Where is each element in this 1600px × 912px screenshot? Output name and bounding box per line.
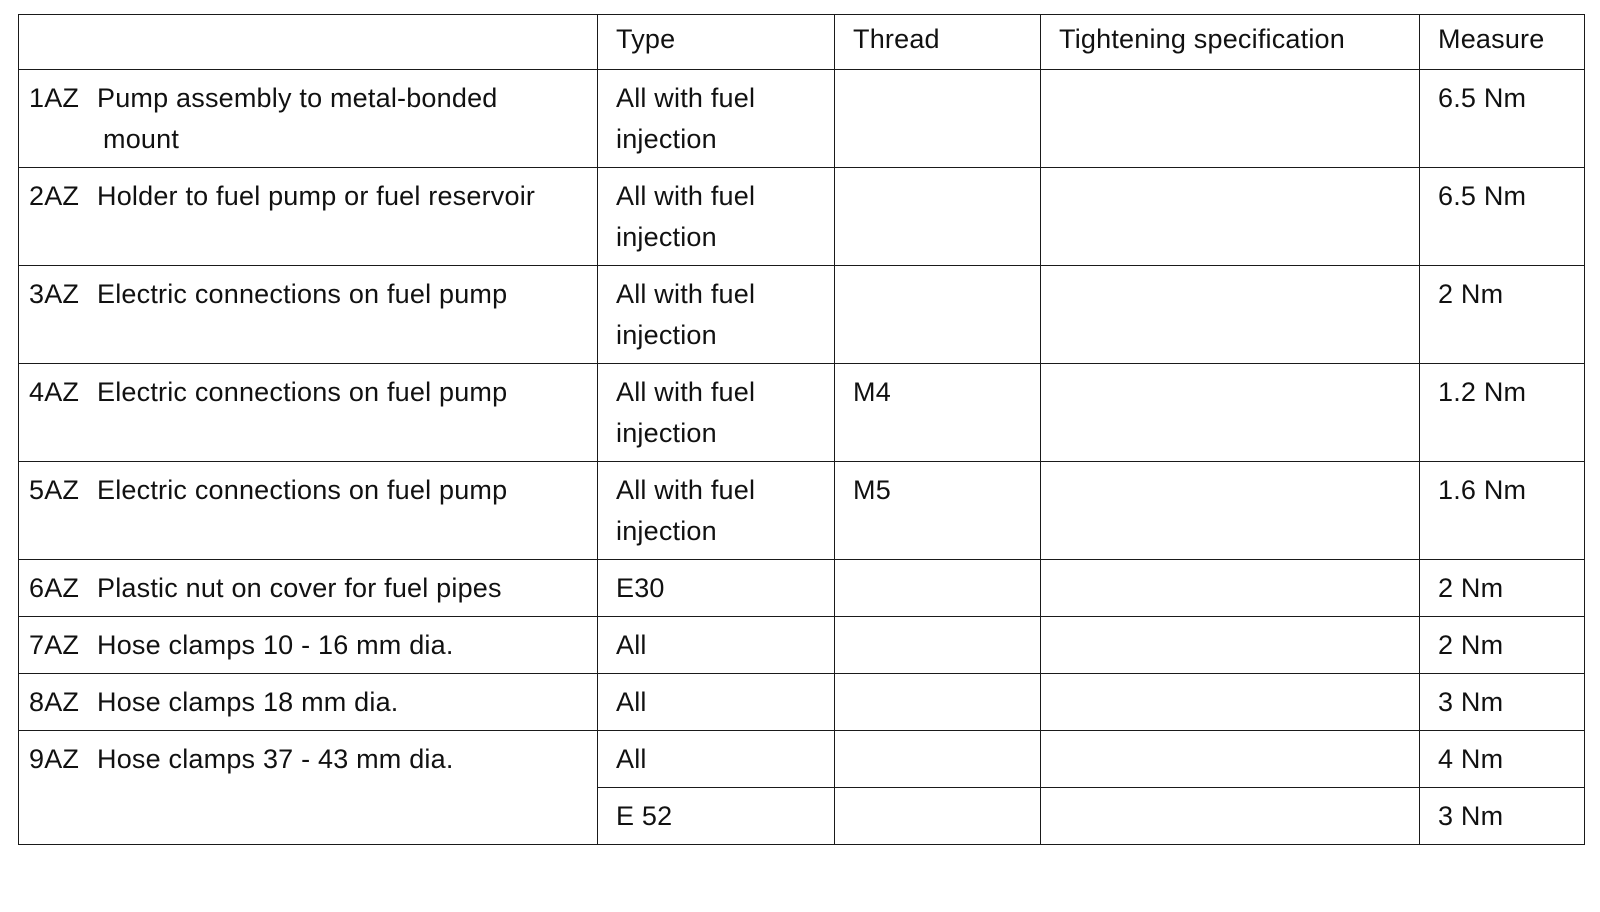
table-row (19, 364, 1585, 462)
header-row (19, 15, 1585, 70)
table-row (19, 674, 1585, 731)
measure-cell: 6.5 Nm (1420, 70, 1585, 168)
measure-cell: 2 Nm (1420, 266, 1585, 364)
type-cell: All with fuel injection (598, 462, 835, 560)
item-cell (19, 462, 598, 560)
item-cell (19, 70, 598, 168)
measure-cell: 3 Nm (1420, 674, 1585, 731)
item-description: Hose clamps 18 mm dia. (97, 687, 399, 717)
tightening-cell (1041, 617, 1420, 674)
type-cell: E 52 (598, 788, 835, 845)
measure-cell: 2 Nm (1420, 560, 1585, 617)
item-description: Hose clamps 10 - 16 mm dia. (97, 630, 454, 660)
thread-cell: M5 (835, 462, 1041, 560)
type-cell: E30 (598, 560, 835, 617)
type-cell: All (598, 617, 835, 674)
table-row (19, 168, 1585, 266)
header-tightening: Tightening specification (1041, 15, 1420, 70)
tightening-cell (1041, 462, 1420, 560)
thread-cell (835, 674, 1041, 731)
type-cell: All (598, 674, 835, 731)
item-description: Electric connections on fuel pump (97, 377, 508, 407)
tightening-cell (1041, 70, 1420, 168)
tightening-cell (1041, 788, 1420, 845)
table-row (19, 462, 1585, 560)
header-item (19, 15, 598, 70)
type-cell: All with fuel injection (598, 266, 835, 364)
item-cell (19, 266, 598, 364)
measure-cell: 6.5 Nm (1420, 168, 1585, 266)
table-row (19, 560, 1585, 617)
item-cell (19, 617, 598, 674)
thread-cell (835, 70, 1041, 168)
measure-cell: 1.6 Nm (1420, 462, 1585, 560)
item-number: 4AZ (29, 377, 80, 407)
measure-cell: 4 Nm (1420, 731, 1585, 788)
thread-cell: M4 (835, 364, 1041, 462)
measure-cell: 1.2 Nm (1420, 364, 1585, 462)
table-row (19, 70, 1585, 168)
item-description-continued: mount (103, 124, 180, 154)
item-number: 5AZ (29, 475, 80, 505)
thread-cell (835, 788, 1041, 845)
item-number: 2AZ (29, 181, 80, 211)
tightening-cell (1041, 168, 1420, 266)
item-number: 8AZ (29, 687, 80, 717)
header-thread: Thread (835, 15, 1041, 70)
item-description: Hose clamps 37 - 43 mm dia. (97, 744, 454, 774)
header-type: Type (598, 15, 835, 70)
item-number: 7AZ (29, 630, 80, 660)
item-cell (19, 560, 598, 617)
item-description: Holder to fuel pump or fuel reservoir (97, 181, 536, 211)
thread-cell (835, 731, 1041, 788)
item-number: 3AZ (29, 279, 80, 309)
tightening-cell (1041, 364, 1420, 462)
table-row (19, 731, 1585, 788)
tightening-cell (1041, 731, 1420, 788)
tightening-cell (1041, 266, 1420, 364)
item-cell (19, 364, 598, 462)
measure-cell: 3 Nm (1420, 788, 1585, 845)
type-cell: All with fuel injection (598, 168, 835, 266)
table-row (19, 617, 1585, 674)
thread-cell (835, 560, 1041, 617)
measure-cell: 2 Nm (1420, 617, 1585, 674)
item-description: Pump assembly to metal-bonded (97, 83, 498, 113)
item-description: Plastic nut on cover for fuel pipes (97, 573, 502, 603)
item-description: Electric connections on fuel pump (97, 279, 508, 309)
type-cell: All with fuel injection (598, 70, 835, 168)
item-number: 1AZ (29, 83, 80, 113)
table-row (19, 266, 1585, 364)
type-cell: All (598, 731, 835, 788)
type-cell: All with fuel injection (598, 364, 835, 462)
item-number: 6AZ (29, 573, 80, 603)
thread-cell (835, 617, 1041, 674)
item-description: Electric connections on fuel pump (97, 475, 508, 505)
torque-spec-table (18, 14, 1585, 845)
thread-cell (835, 168, 1041, 266)
item-number: 9AZ (29, 744, 80, 774)
item-cell (19, 731, 598, 845)
item-cell (19, 168, 598, 266)
header-measure: Measure (1420, 15, 1585, 70)
item-cell (19, 674, 598, 731)
thread-cell (835, 266, 1041, 364)
tightening-cell (1041, 560, 1420, 617)
tightening-cell (1041, 674, 1420, 731)
